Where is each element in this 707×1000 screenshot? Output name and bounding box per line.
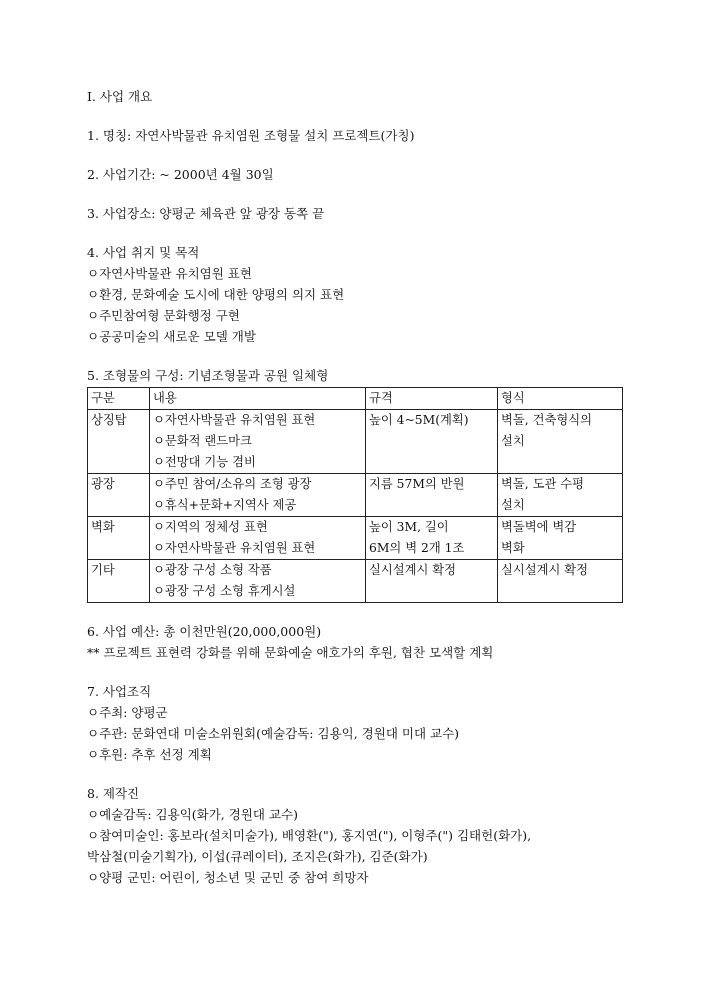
row-category: 광장: [88, 474, 150, 517]
section-heading: Ⅰ. 사업 개요: [87, 89, 153, 104]
spec-line: 실시설계시 확정: [369, 563, 457, 577]
staff-artists-line-2: 박삼철(미술기획가), 이섭(큐레이터), 조지은(화가), 김준(화가): [87, 849, 428, 864]
row-category: 상징탑: [88, 410, 150, 474]
purpose-title: 4. 사업 취지 및 목적: [87, 245, 200, 260]
content-line: ㅇ광장 구성 소형 휴게시설: [153, 584, 296, 598]
row-form: [498, 410, 623, 474]
composition-title: 5. 조형물의 구성: 기념조형물과 공원 일체형: [87, 368, 329, 383]
form-line: 벽화: [501, 541, 525, 555]
table-row: [88, 517, 623, 560]
table-row: [88, 474, 623, 517]
content-line: ㅇ휴식+문화+지역사 제공: [153, 498, 297, 512]
row-form: [498, 517, 623, 560]
row-contents: [150, 410, 366, 474]
organization-item: ㅇ주관: 문화연대 미술소위원회(예술감독: 김용익, 경원대 미대 교수): [87, 726, 460, 741]
staff-residents: ㅇ양평 군민: 어린이, 청소년 및 군민 중 참여 희망자: [87, 870, 369, 885]
composition-table: [87, 387, 623, 603]
purpose-item: ㅇ공공미술의 새로운 모델 개발: [87, 329, 256, 344]
header-spec: 규격: [366, 388, 498, 410]
row-category: 기타: [88, 560, 150, 603]
row-spec: [366, 410, 498, 474]
spec-line: 높이 3M, 길이: [369, 520, 449, 534]
form-line: 실시설계시 확정: [501, 563, 589, 577]
project-period: 2. 사업기간: ~ 2000년 4월 30일: [87, 167, 274, 182]
document-page: [87, 86, 632, 888]
header-contents: 내용: [150, 388, 366, 410]
form-line: 벽돌, 건축형식의: [501, 413, 592, 427]
form-line: 벽돌벽에 벽감: [501, 520, 577, 534]
header-form: 형식: [498, 388, 623, 410]
row-spec: [366, 474, 498, 517]
budget-title: 6. 사업 예산: 총 이천만원(20,000,000원): [87, 624, 322, 639]
organization-item: ㅇ후원: 추후 선정 계획: [87, 747, 212, 762]
staff-artists-line-1: ㅇ참여미술인: 홍보라(설치미술가), 배영환("), 홍지연("), 이형주(") 김태헌(화가),: [87, 828, 532, 843]
content-line: ㅇ광장 구성 소형 작품: [153, 563, 272, 577]
form-line: 설치: [501, 498, 525, 512]
row-contents: [150, 474, 366, 517]
spec-line: 지름 57M의 반원: [369, 477, 465, 491]
content-line: ㅇ주민 참여/소유의 조형 광장: [153, 477, 312, 491]
project-location: 3. 사업장소: 양평군 체육관 앞 광장 동쪽 끝: [87, 206, 325, 221]
form-line: 벽돌, 도관 수평: [501, 477, 584, 491]
budget-note: ** 프로젝트 표현력 강화를 위해 문화예술 애호가의 후원, 협찬 모색할 계획: [87, 645, 494, 660]
row-contents: [150, 517, 366, 560]
content-line: ㅇ자연사박물관 유치염원 표현: [153, 541, 316, 555]
form-line: 설치: [501, 434, 525, 448]
project-name: 1. 명칭: 자연사박물관 유치염원 조형물 설치 프로젝트(가칭): [87, 128, 415, 143]
purpose-item: ㅇ주민참여형 문화행정 구현: [87, 308, 240, 323]
purpose-item: ㅇ자연사박물관 유치염원 표현: [87, 266, 252, 281]
content-line: ㅇ자연사박물관 유치염원 표현: [153, 413, 316, 427]
header-category: 구분: [88, 388, 150, 410]
row-form: [498, 560, 623, 603]
staff-director: ㅇ예술감독: 김용익(화가, 경원대 교수): [87, 807, 298, 822]
table-header-row: [88, 388, 623, 410]
content-line: ㅇ전망대 기능 겸비: [153, 455, 256, 469]
content-line: ㅇ지역의 정체성 표현: [153, 520, 268, 534]
spec-line: 높이 4~5M(계획): [369, 413, 469, 427]
spec-line: 6M의 벽 2개 1조: [369, 541, 465, 555]
staff-title: 8. 제작진: [87, 786, 140, 801]
organization-title: 7. 사업조직: [87, 684, 152, 699]
row-form: [498, 474, 623, 517]
table-row: [88, 410, 623, 474]
row-spec: [366, 560, 498, 603]
row-contents: [150, 560, 366, 603]
purpose-item: ㅇ환경, 문화예술 도시에 대한 양평의 의지 표현: [87, 287, 345, 302]
content-line: ㅇ문화적 랜드마크: [153, 434, 252, 448]
row-category: 벽화: [88, 517, 150, 560]
organization-item: ㅇ주최: 양평군: [87, 705, 168, 720]
table-row: [88, 560, 623, 603]
row-spec: [366, 517, 498, 560]
